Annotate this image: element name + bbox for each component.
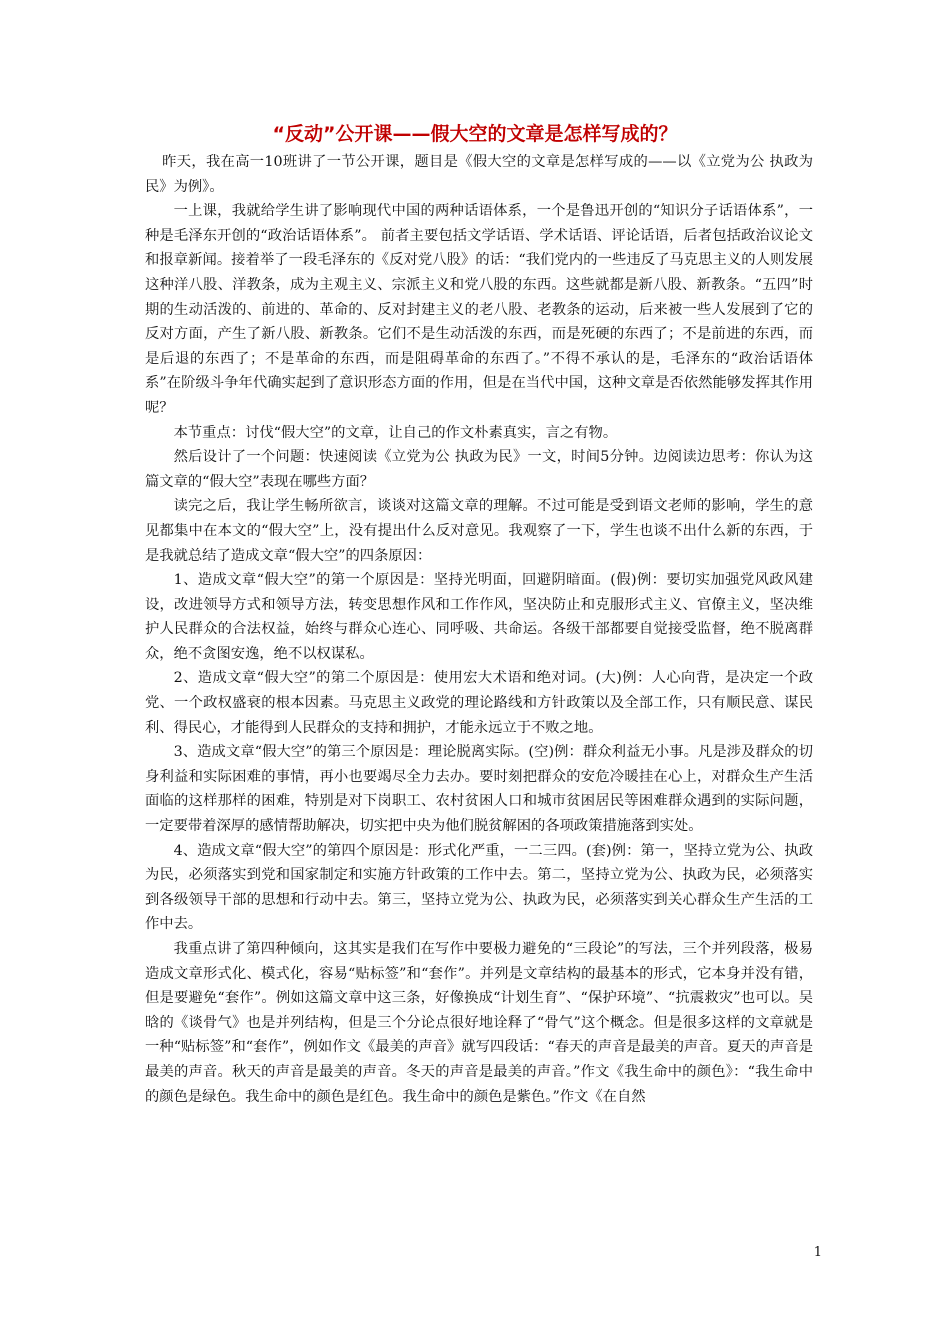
document-body xyxy=(145,150,813,1109)
paragraph: 我重点讲了第四种倾向，这其实是我们在写作中要极力避免的“三段论”的写法，三个并列段落，极易造成文章形式化、模式化，容易“贴标签”和“套作”。并列是文章结构的最基本的形式，它本身并没有错，但是要避免“套作”。例如这篇文章中这三条，好像换成“计划生育”、“保护环境”、“抗震救灾”也可以。吴晗的《谈骨气》也是并列结构，但是三个分论点很好地诠释了“骨气”这个概念。但是很多这样的文章就是一种“贴标签”和“套作”，例如作文《最美的声音》就写四段话：“春天的声音是最美的声音。夏天的声音是最美的声音。秋天的声音是最美的声音。冬天的声音是最美的声音。”作文《我生命中的颜色》：“我生命中的颜色是绿色。我生命中的颜色是红色。我生命中的颜色是紫色。”作文《在自然 xyxy=(145,941,813,1105)
document-title: “反动”公开课——假大空的文章是怎样写成的？ xyxy=(272,123,678,145)
paragraph: 昨天，我在高一10班讲了一节公开课，题目是《假大空的文章是怎样写成的——以《立党为公 执政为民》为例》。 xyxy=(145,154,813,195)
paragraph: 4、造成文章“假大空”的第四个原因是：形式化严重，一二三四。(套)例：第一，坚持立党为公、执政为民，必须落实到党和国家制定和实施方针政策的工作中去。第二，坚持立党为公、执政为民，必须落实到各级领导干部的思想和行动中去。第三，坚持立党为公、执政为民，必须落实到关心群众生产生活的工作中去。 xyxy=(145,842,813,933)
page-number: 1 xyxy=(813,1245,822,1260)
paragraph: 1、造成文章“假大空”的第一个原因是：坚持光明面，回避阴暗面。(假)例：要切实加强党风政风建设，改进领导方式和领导方法，转变思想作风和工作作风，坚决防止和克服形式主义、官僚主义，坚决维护人民群众的合法权益，始终与群众心连心、同呼吸、共命运。各级干部都要自觉接受监督，绝不脱离群众，绝不贪图安逸，绝不以权谋私。 xyxy=(145,572,813,662)
paragraph: 读完之后，我让学生畅所欲言，谈谈对这篇文章的理解。不过可能是受到语文老师的影响，学生的意见都集中在本文的“假大空”上，没有提出什么反对意见。我观察了一下，学生也谈不出什么新的东西，于是我就总结了造成文章“假大空”的四条原因： xyxy=(145,498,813,564)
paragraph: 2、造成文章“假大空”的第二个原因是：使用宏大术语和绝对词。(大)例：人心向背，是决定一个政党、一个政权盛衰的根本因素。马克思主义政党的理论路线和方针政策以及全部工作，只有顺民意、谋民利、得民心，才能得到人民群众的支持和拥护，才能永远立于不败之地。 xyxy=(145,670,813,736)
paragraph: 本节重点：讨伐“假大空”的文章，让自己的作文朴素真实，言之有物。 xyxy=(173,424,618,441)
paragraph: 然后设计了一个问题：快速阅读《立党为公 执政为民》一文，时间5分钟。边阅读边思考：你认为这篇文章的“假大空”表现在哪些方面？ xyxy=(145,449,813,490)
paragraph: 一上课，我就给学生讲了影响现代中国的两种话语体系，一个是鲁迅开创的“知识分子话语体系”，一种是毛泽东开创的“政治话语体系”。 前者主要包括文学话语、学术话语、评论话语，后者包括政治议论文和报章新闻。接着举了一段毛泽东的《反对党八股》的话：“我们党内的一些违反了马克思主义的人则发展这种洋八股、洋教条，成为主观主义、宗派主义和党八股的东西。这些就都是新八股、新教条。“五四”时期的生动活泼的、前进的、革命的、反对封建主义的老八股、老教条的运动，后来被一些人发展到了它的反对方面，产生了新八股、新教条。它们不是生动活泼的东西，而是死硬的东西了；不是前进的东西，而是后退的东西了；不是革命的东西，而是阻碍革命的东西了。”不得不承认的是，毛泽东的“政治话语体系”在阶级斗争年代确实起到了意识形态方面的作用，但是在当代中国，这种文章是否依然能够发挥其作用呢？ xyxy=(145,203,813,416)
paragraph: 3、造成文章“假大空”的第三个原因是：理论脱离实际。(空)例：群众利益无小事。凡是涉及群众的切身利益和实际困难的事情，再小也要竭尽全力去办。要时刻把群众的安危冷暖挂在心上，对群众生产生活面临的这样那样的困难，特别是对下岗职工、农村贫困人口和城市贫困居民等困难群众遇到的实际问题，一定要带着深厚的感情帮助解决，切实把中央为他们脱贫解困的各项政策措施落到实处。 xyxy=(145,744,813,835)
